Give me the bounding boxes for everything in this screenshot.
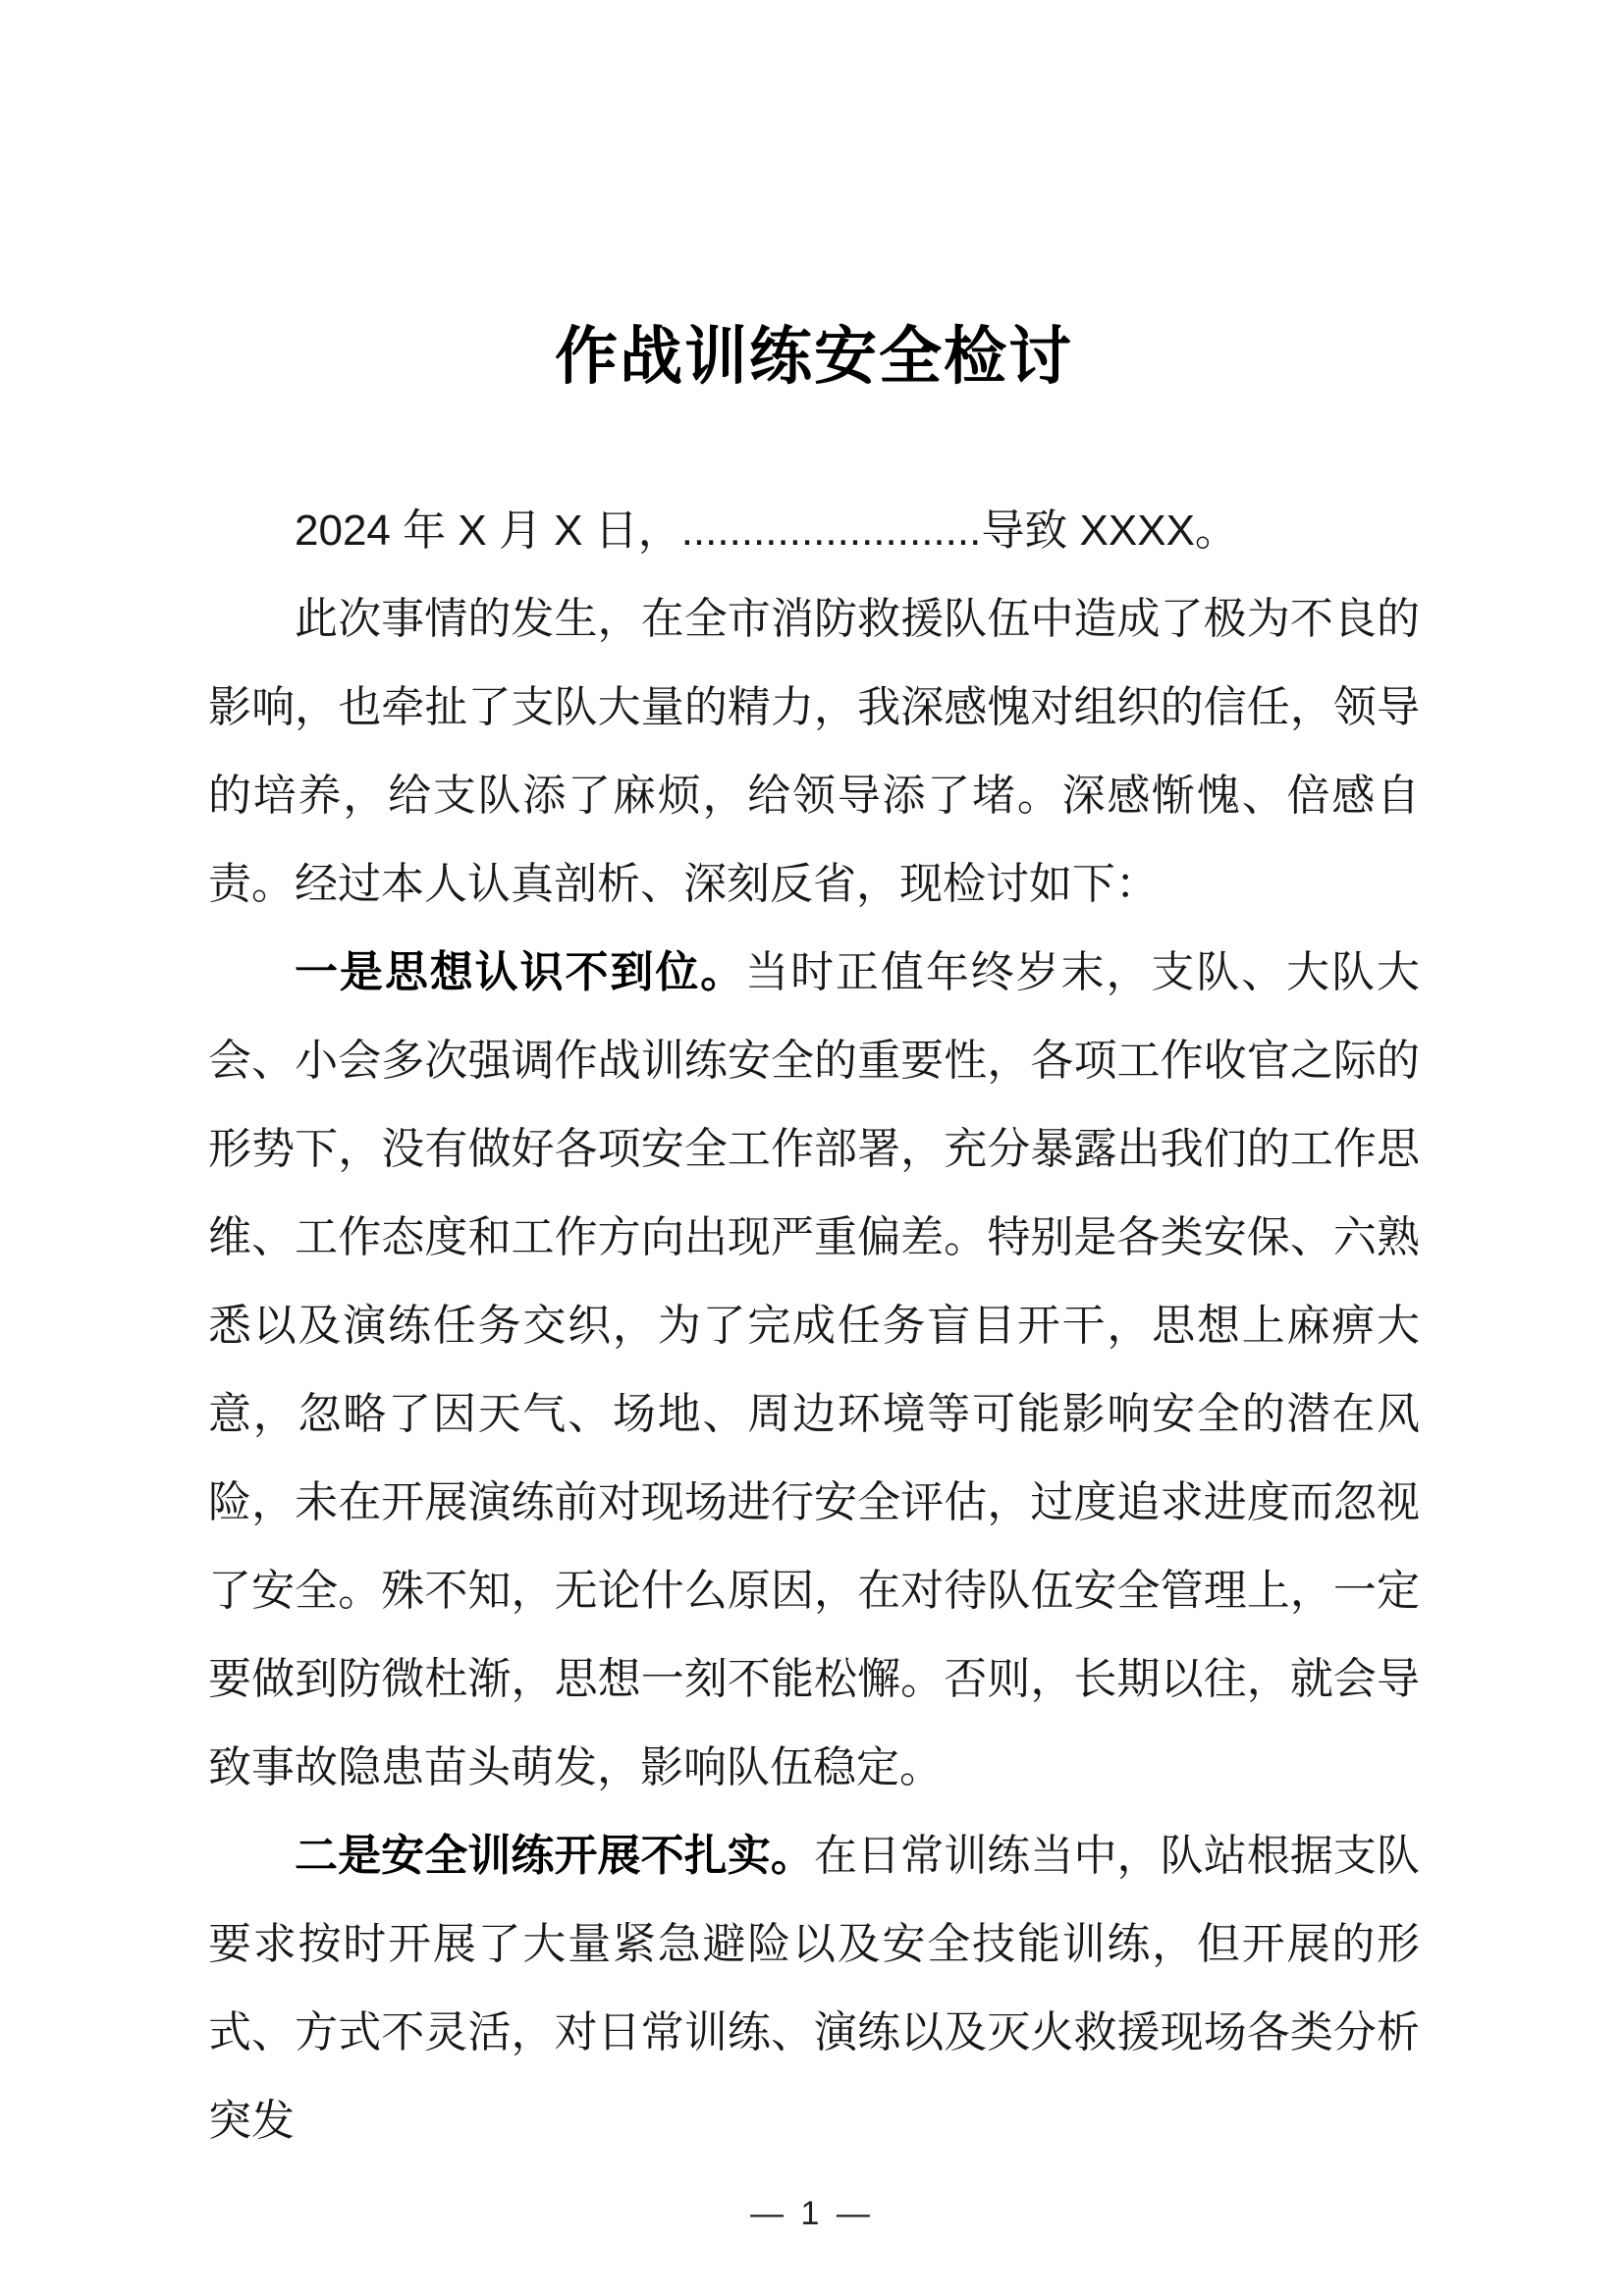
document-body xyxy=(208,487,1420,2165)
paragraph-lead-bold: 二是安全训练开展不扎实。 xyxy=(295,1832,814,1880)
paragraph-lead-bold: 一是思想认识不到位。 xyxy=(295,948,746,996)
document-title: 作战训练安全检讨 xyxy=(555,321,1073,392)
paragraph-text: 在日常训练当中，队站根据支队要求按时开展了大量紧急避险以及安全技能训练，但开展的形式、方式不灵活，对日常训练、演练以及灭火救援现场各类分析突发 xyxy=(208,1832,1421,2145)
paragraph xyxy=(208,575,1420,929)
paragraph xyxy=(208,487,1420,575)
paragraph xyxy=(208,929,1420,1812)
paragraph-text: 此次事情的发生，在全市消防救援队伍中造成了极为不良的影响，也牵扯了支队大量的精力，我深感愧对组织的信任，领导的培养，给支队添了麻烦，给领导添了堵。深感惭愧、倍感自责。经过本人认真剖析、深刻反省，现检讨如下： xyxy=(208,595,1420,908)
paragraph xyxy=(208,1812,1420,2165)
page-number: — 1 — xyxy=(750,2195,874,2232)
paragraph-text: 当时正值年终岁末，支队、大队大会、小会多次强调作战训练安全的重要性，各项工作收官之际的形势下，没有做好各项安全工作部署，充分暴露出我们的工作思维、工作态度和工作方向出现严重偏差。特别是各类安保、六熟悉以及演练任务交织，为了完成任务盲目开干，思想上麻痹大意，忽略了因天气、场地、周边环境等可能影响安全的潜在风险，未在开展演练前对现场进行安全评估，过度追求进度而忽视了安全。殊不知，无论什么原因，在对待队伍安全管理上，一定要做到防微杜渐，思想一刻不能松懈。否则，长期以往，就会导致事故隐患苗头萌发，影响队伍稳定。 xyxy=(208,948,1421,1791)
paragraph-text: 2024 年 X 月 X 日，.........................导致 XXXX。 xyxy=(295,507,1238,555)
